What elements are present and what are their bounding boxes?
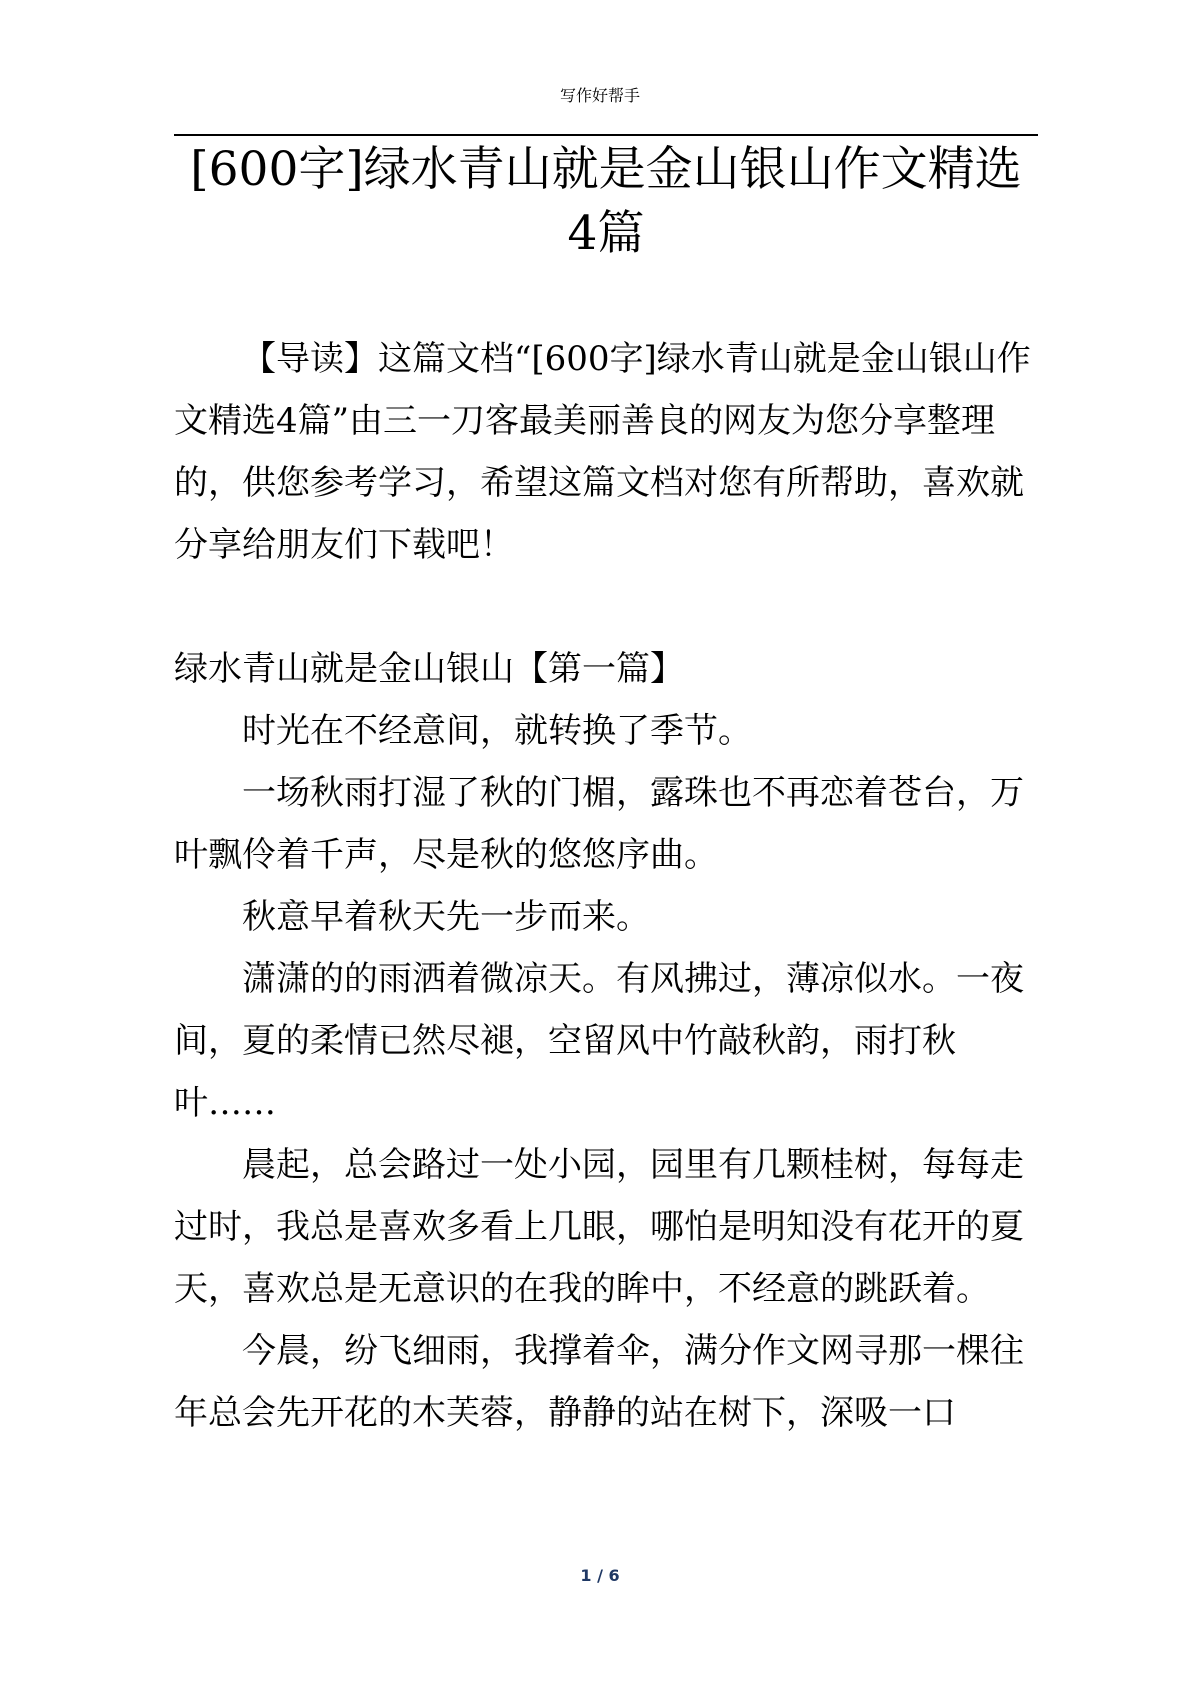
body-paragraph: 秋意早着秋天先一步而来。: [242, 897, 650, 937]
body-paragraph: 一场秋雨打湿了秋的门楣，露珠也不再恋着苍台，万叶飘伶着千声，尽是秋的悠悠序曲。: [174, 773, 1024, 875]
document-title: [174, 138, 1038, 266]
body-paragraph: 晨起，总会路过一处小园，园里有几颗桂树，每每走过时，我总是喜欢多看上几眼，哪怕是明知没有花开的夏天，喜欢总是无意识的在我的眸中，不经意的跳跃着。: [174, 1145, 1024, 1309]
document-title-line-2: 4篇: [567, 206, 645, 261]
body-paragraph: 时光在不经意间，就转换了季节。: [242, 711, 752, 751]
page-number: 1 / 6: [580, 1566, 620, 1585]
body-paragraph: 今晨，纷飞细雨，我撑着伞，满分作文网寻那一棵往年总会先开花的木芙蓉，静静的站在树下，深吸一口: [174, 1331, 1024, 1433]
body-paragraph: 潇潇的的雨洒着微凉天。有风拂过，薄凉似水。一夜间，夏的柔情已然尽褪，空留风中竹敲秋韵，雨打秋叶……: [174, 959, 1024, 1123]
page-header: 写作好帮手: [559, 86, 640, 105]
section-heading: 绿水青山就是金山银山【第一篇】: [174, 649, 684, 689]
document-title-line-1: [600字]绿水青山就是金山银山作文精选: [190, 142, 1022, 197]
header-divider: [174, 134, 1038, 136]
document-body: [174, 328, 1038, 1444]
intro-paragraph: 【导读】这篇文档“[600字]绿水青山就是金山银山作文精选4篇”由三一刀客最美丽善良的网友为您分享整理的，供您参考学习，希望这篇文档对您有所帮助，喜欢就分享给朋友们下载吧！: [174, 339, 1031, 565]
